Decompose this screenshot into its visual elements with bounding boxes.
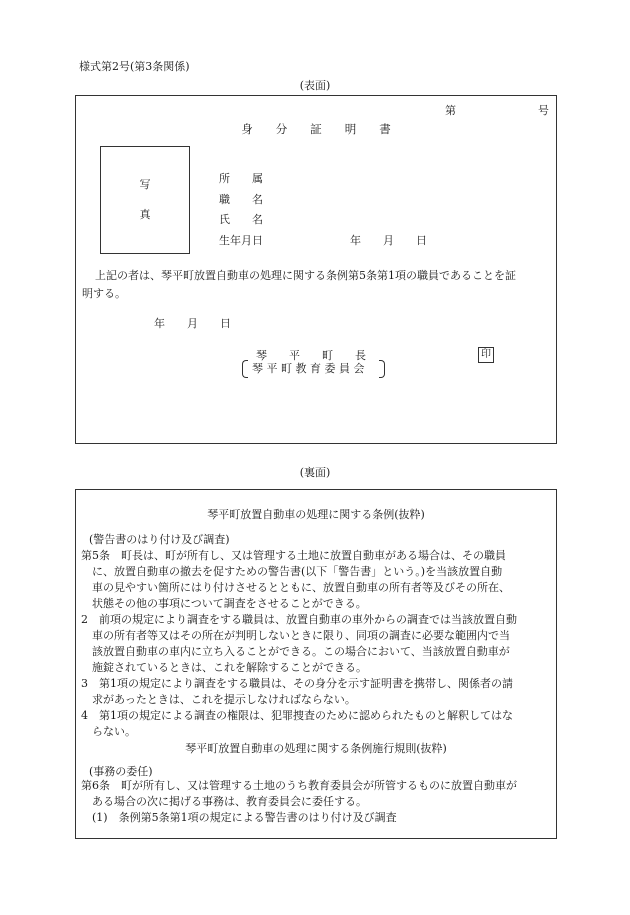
article5-line: 状態その他の事項について調査をさせることができる。 bbox=[81, 597, 367, 610]
certification-statement-line-2: 明する。 bbox=[82, 287, 126, 300]
field-title-label: 職 名 bbox=[219, 193, 263, 206]
article6-heading: (事務の委任) bbox=[89, 765, 153, 778]
article5-line: 3 第1項の規定により調査をする職員は、その身分を示す証明書を携帯し、関係者の請 bbox=[81, 677, 513, 690]
article6-line: ある場合の次に掲げる事務は、教育委員会に委任する。 bbox=[81, 795, 367, 808]
issuer-mayor: 琴 平 町 長 bbox=[256, 349, 366, 362]
article5-line: に、放置自動車の撤去を促すための警告書(以下「警告書」という。)を当該放置自動 bbox=[81, 565, 503, 578]
issuer-board-of-education: 琴 平 町 教 育 委 員 会 bbox=[252, 362, 365, 375]
front-card bbox=[75, 95, 557, 444]
front-side-label: (表面) bbox=[299, 79, 331, 92]
article5-line: 施錠されているときは、これを解除することができる。 bbox=[81, 661, 367, 674]
back-card bbox=[75, 489, 557, 839]
field-affiliation-label: 所 属 bbox=[219, 172, 263, 185]
seal-mark: 印 bbox=[478, 347, 494, 363]
certificate-title: 身 分 証 明 書 bbox=[241, 122, 391, 136]
article5-line: 該放置自動車の車内に立ち入ることができる。この場合において、当該放置自動車が bbox=[81, 645, 510, 658]
bracket-left-icon bbox=[242, 360, 248, 378]
back-side-label: (裏面) bbox=[299, 466, 331, 479]
article5-line: らない。 bbox=[81, 725, 136, 738]
photo-placeholder bbox=[100, 146, 190, 254]
field-name-label: 氏 名 bbox=[219, 213, 263, 226]
birthdate-units: 年 月 日 bbox=[350, 234, 427, 247]
article5-line: 2 前項の規定により調査をする職員は、放置自動車の車外からの調査では当該放置自動 bbox=[81, 613, 517, 626]
field-birthdate-label: 生年月日 bbox=[219, 234, 263, 247]
form-number-label: 様式第2号(第3条関係) bbox=[79, 60, 190, 73]
article5-line: 車の見やすい箇所にはり付けさせるとともに、放置自動車の所有者等及びその所在、 bbox=[81, 581, 510, 594]
article6-line: 第6条 町が所有し、又は管理する土地のうち教育委員会が所管するものに放置自動車が bbox=[81, 779, 517, 792]
photo-char-2: 真 bbox=[139, 208, 151, 221]
ordinance-title: 琴平町放置自動車の処理に関する条例(抜粋) bbox=[207, 508, 425, 521]
photo-char-1: 写 bbox=[139, 178, 151, 191]
article5-line: 車の所有者等又はその所在が判明しないときに限り、同項の調査に必要な範囲内で当 bbox=[81, 629, 510, 642]
bracket-right-icon bbox=[379, 360, 385, 378]
certificate-number-prefix: 第 bbox=[445, 104, 456, 117]
rules-title: 琴平町放置自動車の処理に関する条例施行規則(抜粋) bbox=[185, 742, 447, 755]
article5-line: 求があったときは、これを提示しなければならない。 bbox=[81, 693, 356, 706]
article5-heading: (警告書のはり付け及び調査) bbox=[89, 533, 230, 546]
article6-line: (1) 条例第5条第1項の規定による警告書のはり付け及び調査 bbox=[81, 811, 397, 824]
article5-line: 4 第1項の規定による調査の権限は、犯罪捜査のために認められたものと解釈してはな bbox=[81, 709, 513, 722]
certificate-number-suffix: 号 bbox=[538, 104, 549, 117]
article5-line: 第5条 町長は、町が所有し、又は管理する土地に放置自動車がある場合は、その職員 bbox=[81, 549, 506, 562]
certification-statement-line-1: 上記の者は、琴平町放置自動車の処理に関する条例第5条第1項の職員であることを証 bbox=[95, 269, 516, 282]
article5-text bbox=[81, 548, 517, 740]
issue-date: 年 月 日 bbox=[154, 317, 231, 330]
article6-text bbox=[81, 778, 517, 826]
